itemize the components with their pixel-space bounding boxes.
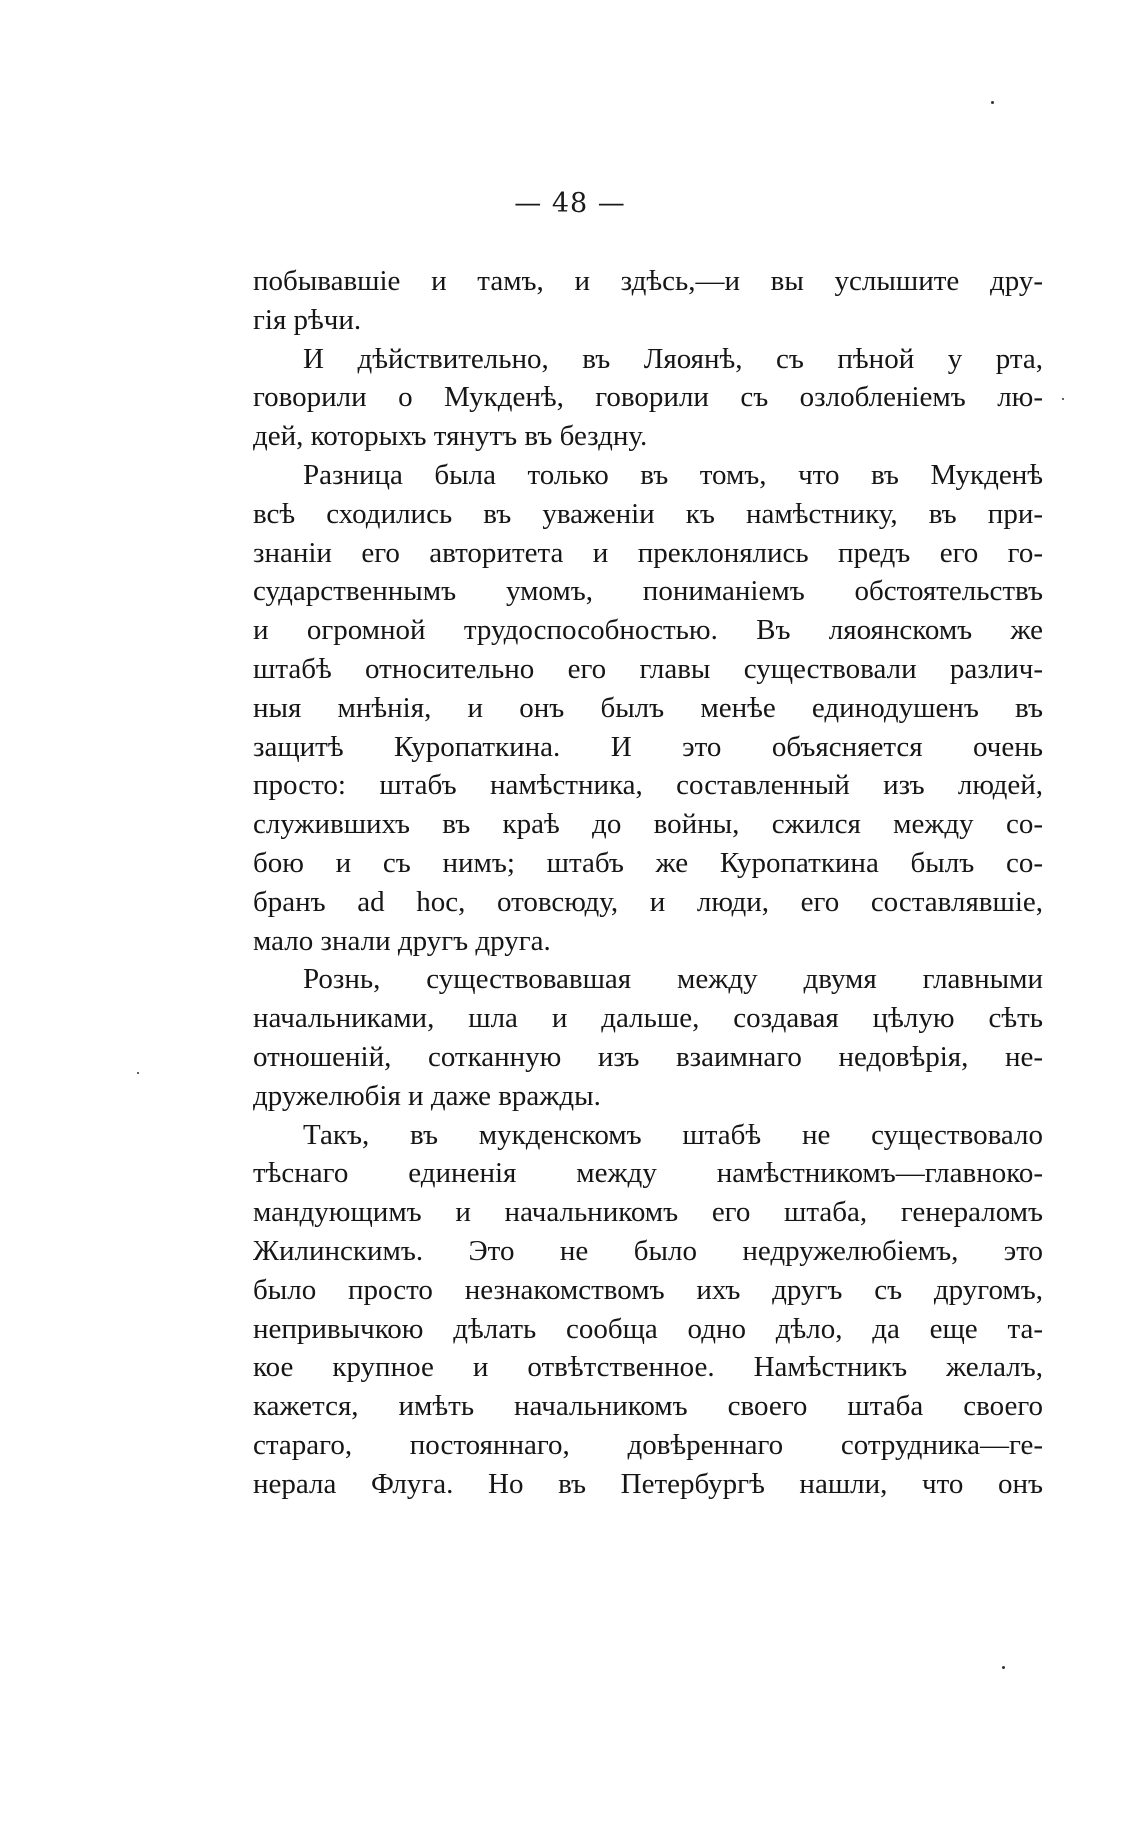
text-line: бою и съ нимъ; штабъ же Куропаткина былъ со-	[253, 846, 1043, 879]
text-line: было просто незнакомствомъ ихъ другъ съ другомъ,	[253, 1273, 1043, 1306]
scan-speck	[1062, 398, 1064, 400]
paragraph-3	[253, 456, 1043, 960]
scan-speck	[137, 1072, 139, 1074]
text-line: штабѣ относительно его главы существовали различ-	[253, 652, 1043, 685]
text-line: кое крупное и отвѣтственное. Намѣстникъ желалъ,	[253, 1351, 1043, 1384]
text-line: защитѣ Куропаткина. И это объясняется очень	[253, 730, 1043, 763]
text-line: знаніи его авторитета и преклонялись предъ его го-	[253, 536, 1043, 569]
text-line: начальниками, шла и дальше, создавая цѣлую сѣть	[253, 1002, 1043, 1035]
text-line: всѣ сходились въ уваженіи къ намѣстнику, въ при-	[253, 497, 1043, 530]
scan-speck	[1002, 1666, 1005, 1669]
text-line: И дѣйствительно, въ Ляоянѣ, съ пѣной у рта,	[303, 342, 1043, 375]
text-line: Такъ, въ мукденскомъ штабѣ не существовало	[303, 1118, 1043, 1151]
text-line: отношеній, сотканную изъ взаимнаго недовѣрія, не-	[253, 1040, 1043, 1073]
page-number: — 48 —	[514, 188, 626, 219]
text-line: нерала Флуга. Но въ Петербургѣ нашли, что онъ	[253, 1467, 1043, 1500]
text-line: и огромной трудоспособностью. Въ ляоянскомъ же	[253, 614, 1043, 647]
paragraph-1	[253, 262, 1043, 340]
text-line: служившихъ въ краѣ до войны, сжился между со-	[253, 808, 1043, 841]
text-line: дружелюбія и даже вражды.	[253, 1079, 601, 1112]
text-line: тѣснаго единенія между намѣстникомъ—главноко-	[253, 1157, 1043, 1190]
text-line: бранъ ad hoc, отовсюду, и люди, его составлявшіе,	[253, 885, 1043, 918]
text-line: Разница была только въ томъ, что въ Мукденѣ	[303, 458, 1043, 491]
paragraph-2	[253, 340, 1043, 456]
paragraph-4	[253, 960, 1043, 1115]
text-line: сударственнымъ умомъ, пониманіемъ обстоятельствъ	[253, 575, 1043, 608]
text-line: говорили о Мукденѣ, говорили съ озлобленіемъ лю-	[253, 381, 1043, 414]
text-line: Рознь, существовавшая между двумя главными	[303, 963, 1043, 996]
text-line: гія рѣчи.	[253, 303, 362, 336]
text-line: мандующимъ и начальникомъ его штаба, генераломъ	[253, 1196, 1043, 1229]
paragraph-5	[253, 1116, 1043, 1504]
scan-speck	[991, 101, 994, 104]
body-text	[253, 262, 1043, 1504]
text-line: дей, которыхъ тянутъ въ бездну.	[253, 420, 648, 453]
text-line: непривычкою дѣлать сообща одно дѣло, да еще та-	[253, 1312, 1043, 1345]
text-line: просто: штабъ намѣстника, составленный изъ людей,	[253, 769, 1043, 802]
text-line: Жилинскимъ. Это не было недружелюбіемъ, это	[253, 1234, 1043, 1267]
text-line: мало знали другъ друга.	[253, 924, 551, 957]
text-line: кажется, имѣть начальникомъ своего штаба своего	[253, 1390, 1043, 1423]
text-line: побывавшіе и тамъ, и здѣсь,—и вы услышите дру-	[253, 265, 1043, 297]
text-line: ныя мнѣнія, и онъ былъ менѣе единодушенъ въ	[253, 691, 1043, 724]
text-line: стараго, постояннаго, довѣреннаго сотрудника—ге-	[253, 1428, 1043, 1461]
